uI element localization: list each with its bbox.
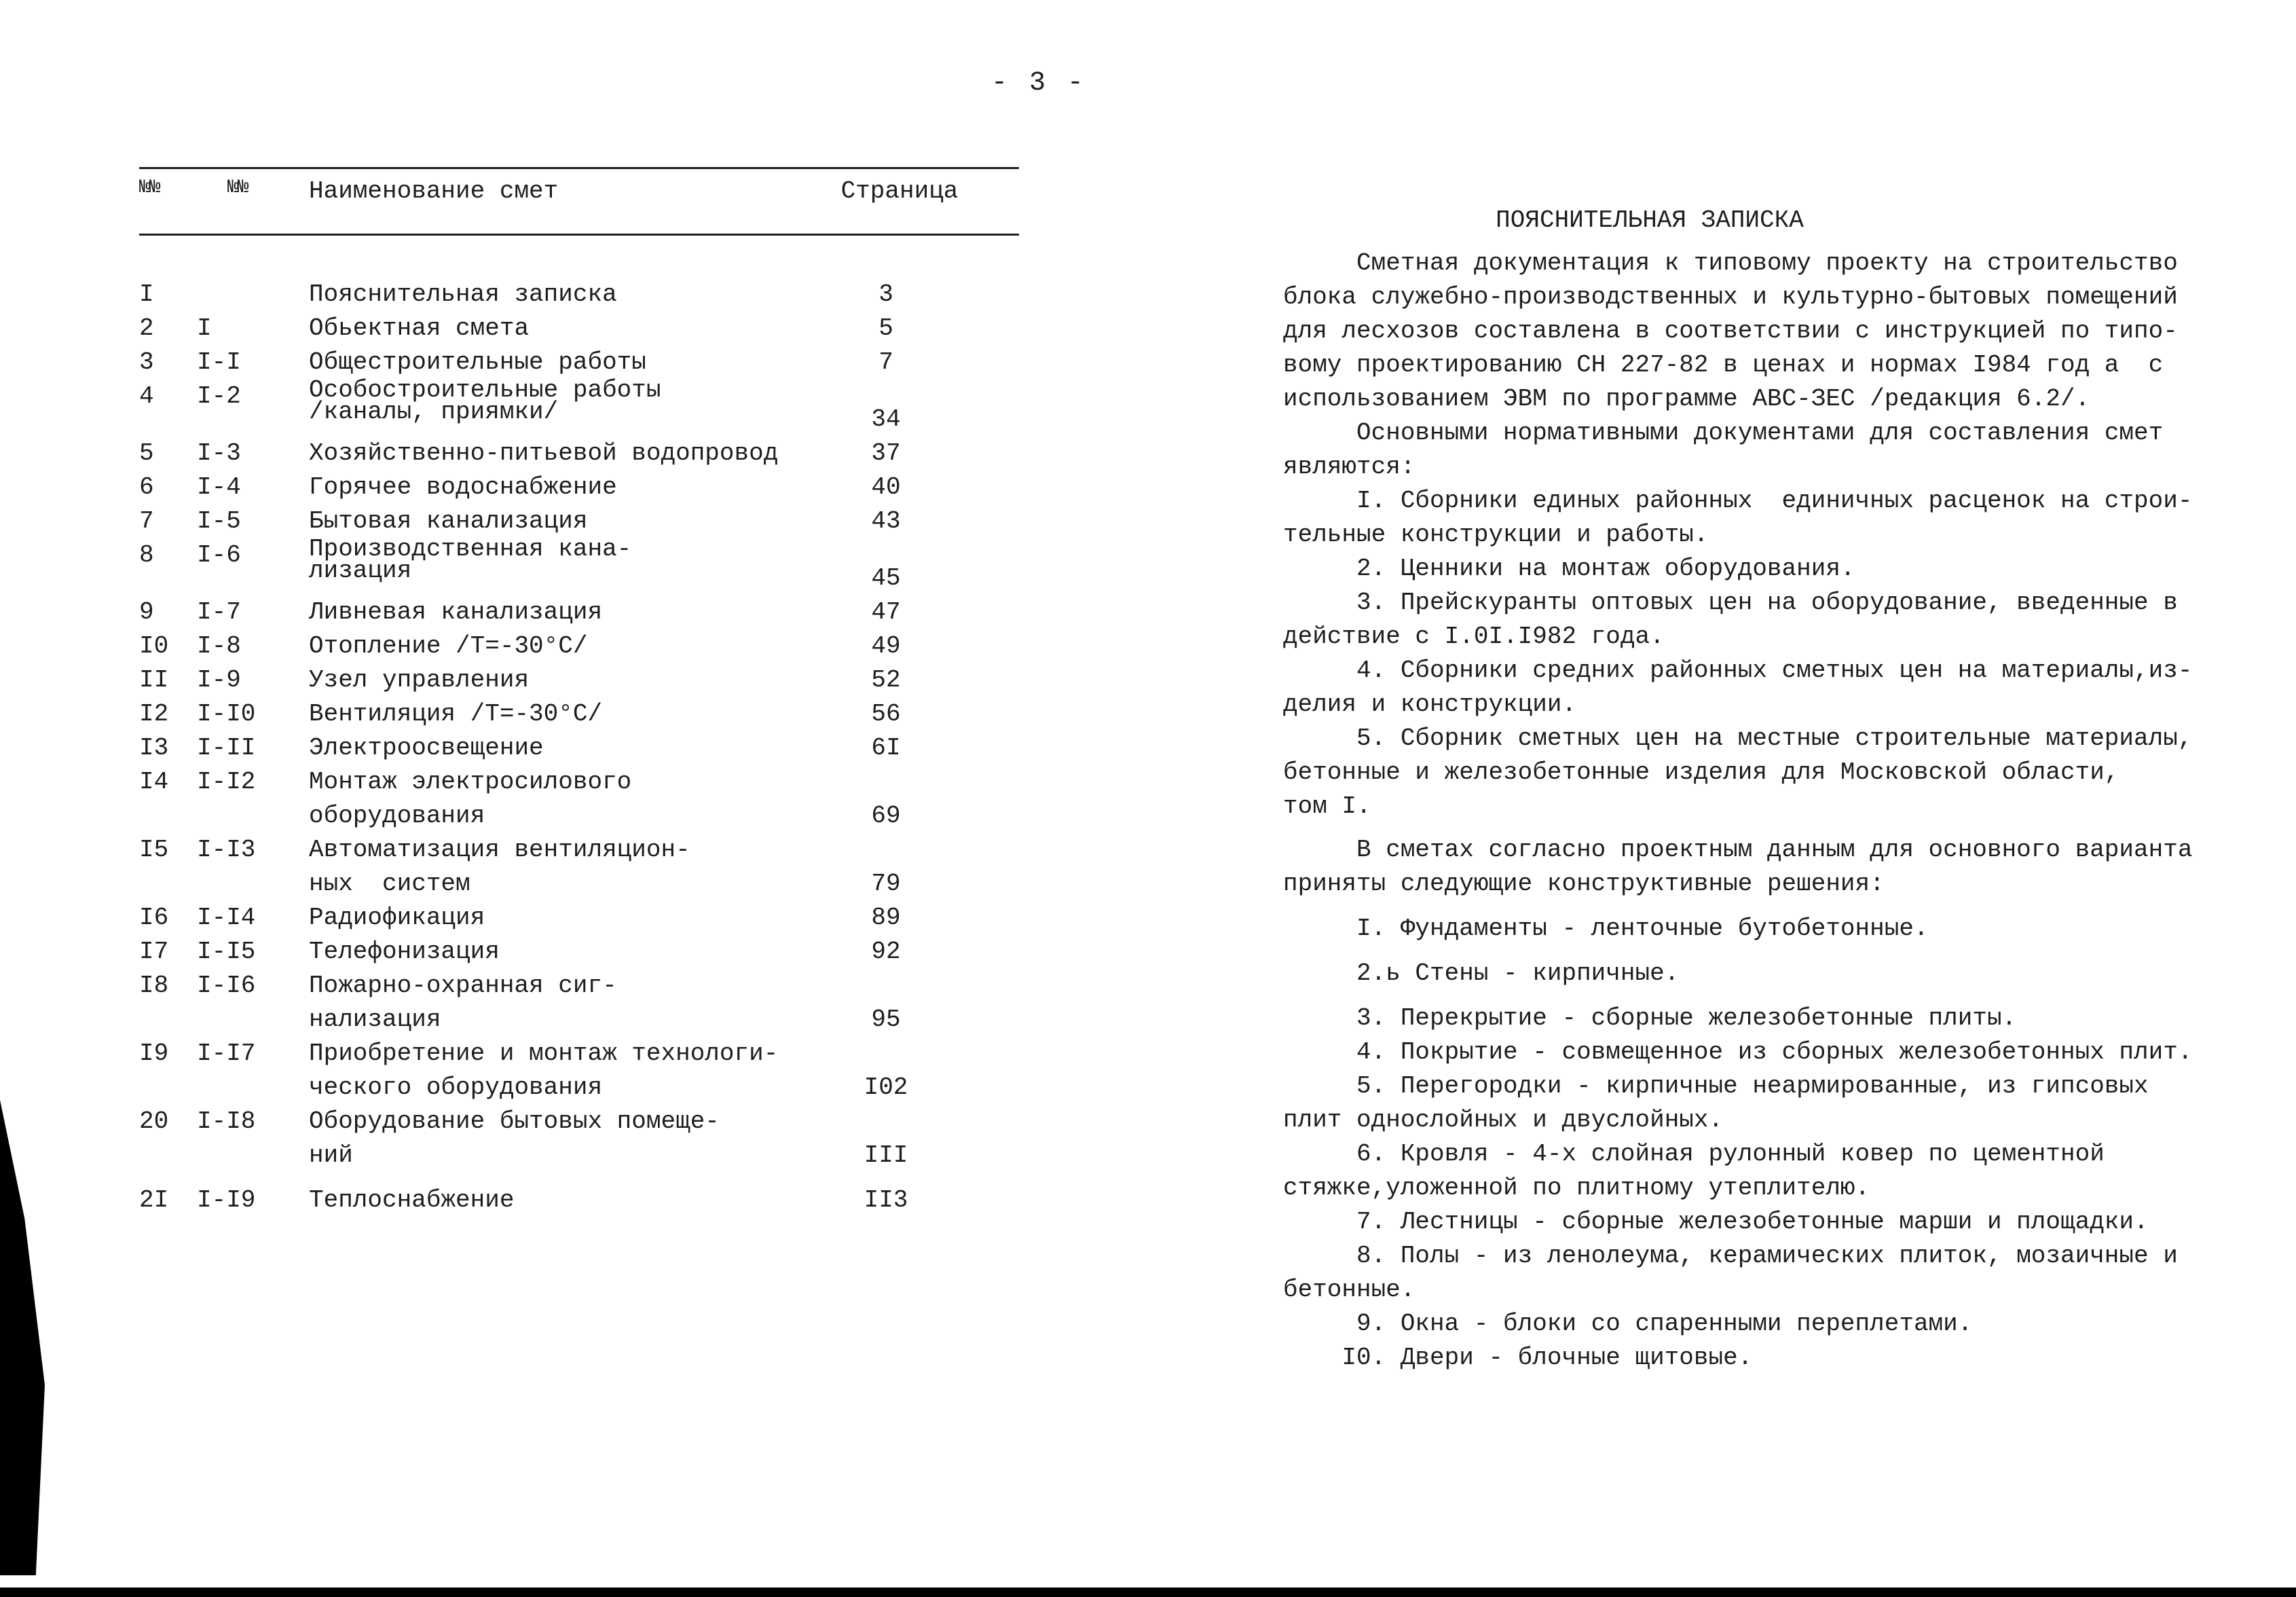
row-number: I5 (139, 836, 169, 864)
row-number: I9 (139, 1040, 169, 1067)
table-row (139, 595, 1019, 629)
estimate-title (309, 471, 617, 504)
note-line: 8. Полы - из ленолеума, керамических плиток, мозаичные и (1283, 1242, 2178, 1270)
estimate-title (309, 535, 632, 585)
estimate-title-line: Особостроительные работы (309, 376, 661, 404)
header-number: №№ (139, 177, 160, 198)
estimate-title-line: Узел управления (309, 666, 530, 694)
estimate-code: I-II (197, 734, 256, 762)
estimate-title (309, 969, 617, 1037)
estimate-code: I-I2 (197, 768, 256, 796)
table-row (139, 376, 1019, 437)
row-number: II (139, 666, 169, 694)
estimate-page: 52 (871, 666, 901, 694)
row-number: I (139, 280, 154, 308)
table-row (139, 969, 1019, 1037)
estimate-title-line: Монтаж электросилового (309, 768, 632, 796)
estimate-title (309, 697, 602, 731)
estimate-page: 7 (878, 348, 893, 376)
note-title: ПОЯСНИТЕЛЬНАЯ ЗАПИСКА (1496, 206, 1804, 234)
explanatory-note (1283, 206, 2193, 1375)
estimate-code: I-6 (197, 541, 241, 569)
note-line: I. Фундаменты - ленточные бутобетонные. (1283, 915, 1929, 942)
row-number: I2 (139, 700, 169, 728)
table-row (139, 278, 1019, 312)
note-line: бетонные. (1283, 1276, 1415, 1304)
estimate-title (309, 935, 500, 969)
note-line: Сметная документация к типовому проекту на строительство (1283, 249, 2178, 277)
estimate-title-line: Пожарно-охранная сиг- (309, 972, 617, 999)
estimate-title (309, 1183, 514, 1217)
scan-bottom-edge (0, 1587, 2296, 1597)
page-number: - 3 - (990, 68, 1087, 98)
note-line: I0. Двери - блочные щитовые. (1283, 1344, 1753, 1372)
estimate-title (309, 765, 631, 833)
estimate-title-line: Вентиляция /Т=-30°С/ (309, 700, 603, 728)
note-line: являются: (1283, 453, 1415, 481)
table-row (139, 312, 1019, 346)
estimate-page: 47 (871, 598, 901, 626)
estimate-title-line: ний (309, 1141, 353, 1169)
estimate-code: I-I7 (197, 1040, 256, 1067)
row-number: 2I (139, 1186, 169, 1214)
estimate-page: 92 (871, 938, 901, 966)
note-line: 5. Сборник сметных цен на местные строительные материалы, (1283, 724, 2193, 752)
estimate-code: I-I9 (197, 1186, 256, 1214)
table-row (139, 731, 1019, 765)
estimate-title (309, 504, 587, 538)
estimate-page: 69 (871, 802, 901, 830)
estimate-page: II3 (864, 1186, 908, 1214)
note-line: 3. Перекрытие - сборные железобетонные плиты. (1283, 1004, 2017, 1032)
note-line: 2. Ценники на монтаж оборудования. (1283, 555, 1855, 583)
estimate-title (309, 1105, 720, 1173)
estimate-code: I-I6 (197, 972, 256, 999)
estimate-title (309, 1037, 778, 1105)
note-line: Основными нормативными документами для составления смет (1283, 419, 2164, 447)
table-row (139, 471, 1019, 504)
estimate-page: 56 (871, 700, 901, 728)
estimate-code: I-I0 (197, 700, 256, 728)
estimate-title (309, 376, 661, 426)
note-decisions-list (1283, 1002, 2193, 1375)
note-line: плит однослойных и двуслойных. (1283, 1106, 1724, 1134)
row-number: 9 (139, 598, 154, 626)
note-line: использованием ЭВМ по программе АВС-ЗЕС /редакция 6.2/. (1283, 385, 2090, 413)
row-number: 3 (139, 348, 154, 376)
estimate-code: I-2 (197, 382, 241, 410)
note-line: I. Сборники единых районных единичных расценок на строи- (1283, 487, 2193, 515)
table-row (139, 663, 1019, 697)
table-row (139, 935, 1019, 969)
header-estimate-name: Наименование смет (309, 177, 559, 205)
estimate-title-line: Общестроительные работы (309, 348, 646, 376)
estimate-title-line: Горячее водоснабжение (309, 473, 617, 501)
estimate-page: 45 (871, 564, 901, 592)
note-line: 5. Перегородки - кирпичные неармированные, из гипсовых (1283, 1072, 2149, 1100)
estimate-title-line: Автоматизация вентиляцион- (309, 836, 690, 864)
table-row (139, 437, 1019, 471)
table-header-rule (139, 234, 1019, 236)
estimate-code: I-4 (197, 473, 241, 501)
row-number: 6 (139, 473, 154, 501)
row-number: 7 (139, 507, 154, 535)
note-line: для лесхозов составлена в соответствии с инструкцией по типо- (1283, 317, 2178, 345)
estimate-page: 49 (871, 632, 901, 660)
table-row (139, 833, 1019, 901)
note-line: В сметах согласно проектным данным для основного варианта (1283, 836, 2193, 864)
estimate-title-line: Обьектная смета (309, 314, 530, 342)
note-line: том I. (1283, 792, 1371, 820)
note-line: 9. Окна - блоки со спаренными переплетами. (1283, 1310, 1973, 1338)
estimate-title (309, 278, 617, 312)
note-line: 6. Кровля - 4-х слойная рулонный ковер по цементной (1283, 1140, 2105, 1168)
row-number: 2 (139, 314, 154, 342)
note-line: блока служебно-производственных и культурно-бытовых помещений (1283, 283, 2178, 311)
row-number: 5 (139, 439, 154, 467)
estimate-title-line: Хозяйственно-питьевой водопровод (309, 439, 779, 467)
table-row (139, 765, 1019, 833)
table-row (139, 901, 1019, 935)
row-number: I3 (139, 734, 169, 762)
estimate-page: 3 (878, 280, 893, 308)
table-row (139, 535, 1019, 595)
row-number: 8 (139, 541, 154, 569)
estimate-title-line: Приобретение и монтаж технологи- (309, 1040, 779, 1067)
estimate-code: I-I5 (197, 938, 256, 966)
estimate-title (309, 629, 587, 663)
row-number: 4 (139, 382, 154, 410)
note-line: бетонные и железобетонные изделия для Московской области, (1283, 758, 2119, 786)
row-number: I4 (139, 768, 169, 796)
estimate-title (309, 663, 529, 697)
note-line: вому проектированию СН 227-82 в ценах и нормах I984 год а с (1283, 351, 2164, 379)
scan-edge-shadow (0, 1100, 45, 1575)
table-row (139, 1105, 1019, 1173)
row-number: I8 (139, 972, 169, 999)
estimate-title-line: Оборудование бытовых помеще- (309, 1107, 720, 1135)
note-line: действие с I.0I.I982 года. (1283, 623, 1665, 650)
note-line: приняты следующие конструктивные решения: (1283, 870, 1885, 898)
estimate-page: 6I (871, 734, 901, 762)
estimate-title-line: ных систем (309, 870, 470, 898)
estimate-page: 40 (871, 473, 901, 501)
estimate-title-line: оборудования (309, 802, 485, 830)
table-row (139, 346, 1019, 380)
estimate-title (309, 437, 778, 471)
estimate-page: 89 (871, 904, 901, 932)
row-number: I0 (139, 632, 169, 660)
note-line: 3. Прейскуранты оптовых цен на оборудование, введенные в (1283, 589, 2178, 617)
note-line: 2.ь Стены - кирпичные. (1283, 959, 1680, 987)
table-header (139, 169, 1019, 234)
estimate-page: 34 (871, 405, 901, 433)
estimate-code: I-I8 (197, 1107, 256, 1135)
estimate-page: 37 (871, 439, 901, 467)
estimate-title-line: Радиофикация (309, 904, 485, 932)
estimate-page: 5 (878, 314, 893, 342)
estimate-code: I (197, 314, 212, 342)
estimate-title-line: Бытовая канализация (309, 507, 588, 535)
header-estimate-number: №№ (227, 177, 248, 198)
estimate-code: I-9 (197, 666, 241, 694)
table-row (139, 1183, 1019, 1217)
estimate-title-line: лизация (309, 557, 412, 585)
estimate-code: I-8 (197, 632, 241, 660)
estimate-title-line: Производственная кана- (309, 535, 632, 563)
estimate-title-line: Отопление /Т=-30°С/ (309, 632, 588, 660)
estimate-title-line: Ливневая канализация (309, 598, 603, 626)
estimate-title (309, 833, 690, 901)
row-number: 20 (139, 1107, 169, 1135)
estimate-code: I-I (197, 348, 241, 376)
table-body (139, 278, 1019, 1217)
estimate-code: I-3 (197, 439, 241, 467)
estimate-code: I-I3 (197, 836, 256, 864)
estimate-page: 43 (871, 507, 901, 535)
estimate-title-line: ческого оборудования (309, 1073, 603, 1101)
estimate-title-line: Телефонизация (309, 938, 500, 966)
table-row (139, 1037, 1019, 1105)
row-number: I6 (139, 904, 169, 932)
estimate-page: 79 (871, 870, 901, 898)
estimate-title (309, 312, 529, 346)
estimate-title-line: Теплоснабжение (309, 1186, 515, 1214)
estimate-title (309, 731, 544, 765)
note-line: 4. Покрытие - совмещенное из сборных железобетонных плит. (1283, 1038, 2193, 1066)
note-line: делия и конструкции. (1283, 691, 1577, 718)
contents-table (139, 167, 1019, 1217)
note-line: тельные конструкции и работы. (1283, 521, 1709, 549)
header-page: Страница (840, 177, 959, 205)
row-number: I7 (139, 938, 169, 966)
note-intro (1283, 246, 2193, 824)
estimate-page: 95 (871, 1006, 901, 1033)
table-row (139, 629, 1019, 663)
note-line: стяжке,уложенной по плитному утеплителю. (1283, 1174, 1870, 1202)
estimate-title-line: Электроосвещение (309, 734, 544, 762)
note-decisions-intro (1283, 833, 2193, 901)
estimate-page: III (864, 1141, 908, 1169)
estimate-code: I-I4 (197, 904, 256, 932)
table-row (139, 697, 1019, 731)
estimate-title-line: нализация (309, 1006, 441, 1033)
table-row (139, 504, 1019, 538)
estimate-title-line: Пояснительная записка (309, 280, 617, 308)
estimate-title (309, 595, 602, 629)
estimate-title-line: /каналы, приямки/ (309, 398, 559, 426)
estimate-code: I-5 (197, 507, 241, 535)
estimate-title (309, 901, 485, 935)
estimate-page: I02 (864, 1073, 908, 1101)
estimate-code: I-7 (197, 598, 241, 626)
note-line: 4. Сборники средних районных сметных цен на материалы,из- (1283, 657, 2193, 684)
estimate-title (309, 346, 646, 380)
note-line: 7. Лестницы - сборные железобетонные марши и площадки. (1283, 1208, 2149, 1236)
